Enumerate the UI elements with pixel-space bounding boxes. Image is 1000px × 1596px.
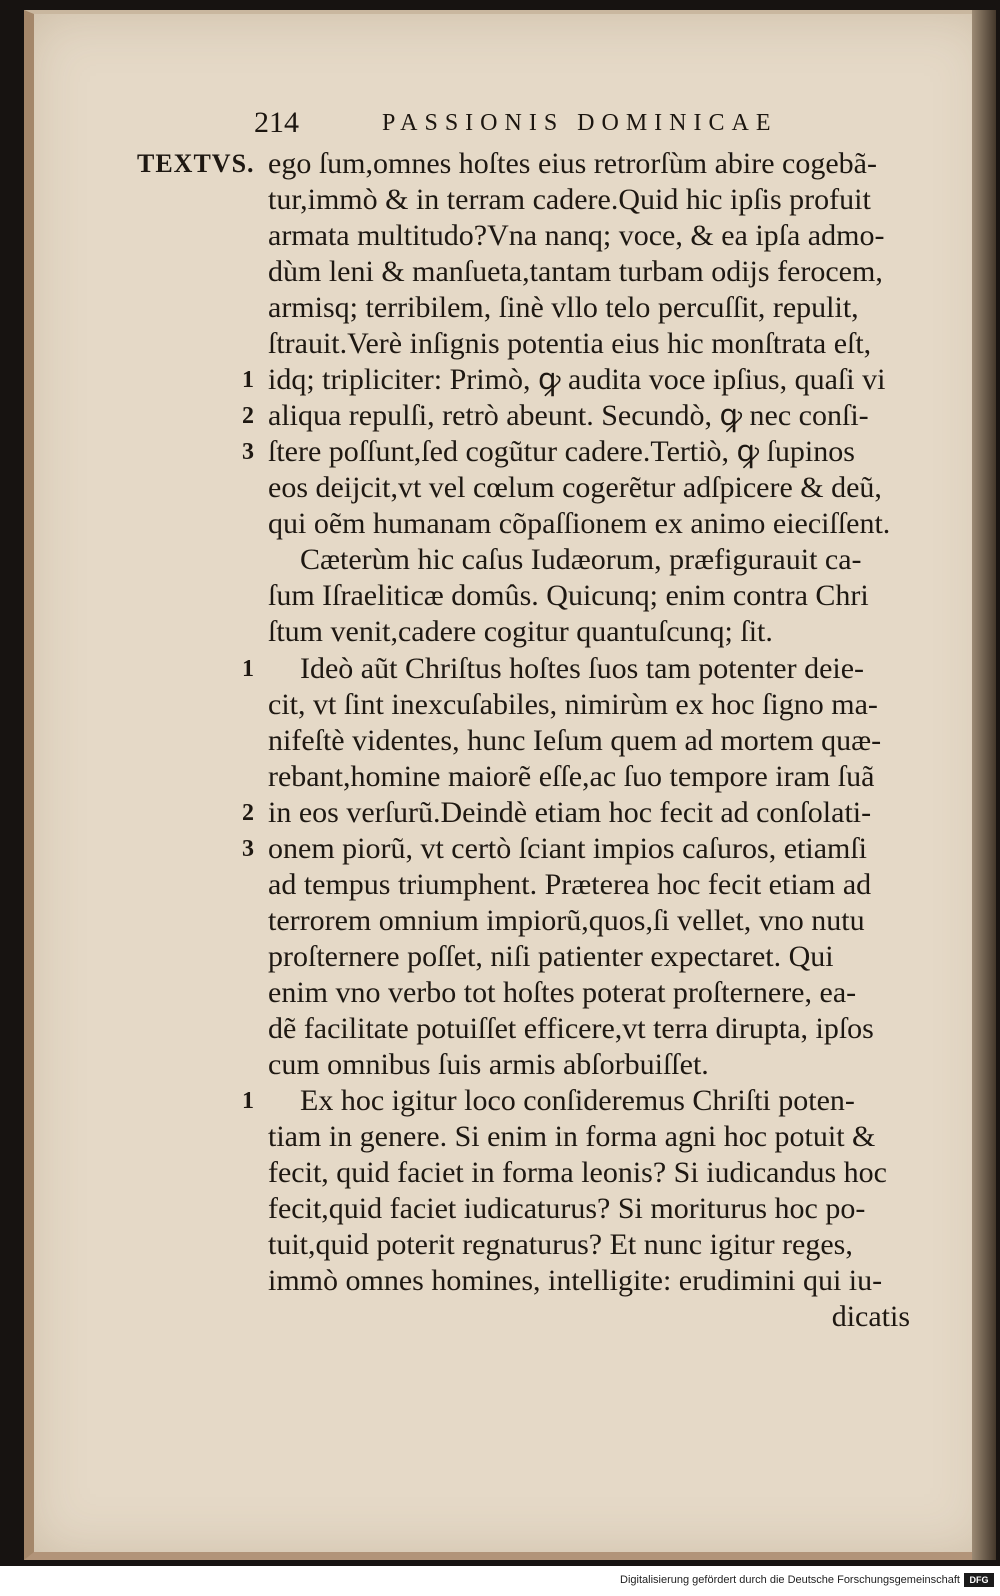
text-line: Cæterùm hic caſus Iudæorum, præfigurauit ca- [300, 543, 862, 576]
text-line: aliqua repulſi, retrò abeunt. Secundò, ꝙ nec conſi- [268, 399, 869, 432]
text-line: ſtum venit,cadere cogitur quantuſcunq; ſit. [268, 615, 773, 648]
margin-note-textus: TEXTVS. [137, 149, 255, 178]
margin-number: 2 [242, 800, 254, 826]
text-line: cit, vt ſint inexcuſabiles, nimirùm ex hoc ſigno ma- [268, 688, 878, 721]
margin-number: 1 [242, 1088, 254, 1114]
text-line: cum omnibus ſuis armis abſorbuiſſet. [268, 1048, 709, 1081]
text-body [24, 146, 996, 1333]
text-line: ad tempus triumphent. Præterea hoc fecit etiam ad [268, 868, 872, 901]
text-line: in eos verſurũ.Deindè etiam hoc fecit ad conſolati- [268, 796, 872, 829]
page-number: 214 [254, 106, 299, 139]
text-line: proſternere poſſet, niſi patienter expectaret. Qui [268, 940, 834, 973]
running-head: PASSIONIS DOMINICAE [382, 110, 778, 136]
text-line: ego ſum,omnes hoſtes eius retrorſùm abire cogebã- [268, 147, 877, 180]
text-line: tiam in genere. Si enim in forma agni hoc potuit & [268, 1120, 876, 1153]
catchword: dicatis [831, 1300, 910, 1333]
text-line: eos deijcit,vt vel cœlum cogerẽtur adſpicere & deũ, [268, 471, 882, 504]
text-line: nifeſtè videntes, hunc Ieſum quem ad mortem quæ- [268, 724, 882, 757]
text-line: ſum Iſraeliticæ domûs. Quicunq; enim contra Chri [268, 579, 869, 612]
text-line: enim vno verbo tot hoſtes poterat proſternere, ea- [268, 976, 857, 1009]
text-line: ſtere poſſunt,ſed cogũtur cadere.Tertiò, ꝙ ſupinos [268, 435, 855, 468]
margin-number: 2 [242, 403, 254, 429]
margin-number: 1 [242, 656, 254, 682]
text-line: tur,immò & in terram cadere.Quid hic ipſis profuit [268, 183, 871, 216]
page-header [254, 106, 814, 142]
text-line: terrorem omnium impiorũ,quos,ſi vellet, vno nutu [268, 904, 865, 937]
text-line: ſtrauit.Verè inſignis potentia eius hic monſtrata eſt, [268, 327, 872, 360]
text-line: onem piorũ, vt certò ſciant impios caſuros, etiamſi [268, 832, 868, 865]
text-line: Ex hoc igitur loco conſideremus Chriſti poten- [300, 1084, 855, 1117]
dfg-logo: DFG [964, 1573, 994, 1587]
text-line: tuit,quid poterit regnaturus? Et nunc igitur reges, [268, 1228, 853, 1261]
text-line: immò omnes homines, intelligite: erudimini qui iu- [268, 1264, 883, 1297]
text-line: rebant,homine maiorẽ eſſe,ac ſuo tempore iram ſuã [268, 760, 875, 793]
text-line: armata multitudo?Vna nanq; voce, & ea ipſa admo- [268, 219, 885, 252]
margin-number: 3 [242, 836, 254, 862]
text-line: armisq; terribilem, ſinè vllo telo percuſſit, repulit, [268, 291, 859, 324]
margin-number: 1 [242, 367, 254, 393]
text-line: dẽ facilitate potuiſſet efficere,vt terra dirupta, ipſos [268, 1012, 874, 1045]
digitization-credit: Digitalisierung gefördert durch die Deutsche Forschungsgemeinschaft [620, 1574, 960, 1586]
book-page [24, 10, 996, 1560]
text-line: fecit, quid faciet in forma leonis? Si iudicandus hoc [268, 1156, 887, 1189]
text-line: qui oẽm humanam cõpaſſionem ex animo eieciſſent. [268, 507, 891, 540]
margin-number: 3 [242, 439, 254, 465]
text-line: Ideò aũt Chriſtus hoſtes ſuos tam potenter deie- [300, 652, 865, 685]
text-line: dùm leni & manſueta,tantam turbam odijs ferocem, [268, 255, 883, 288]
text-line: fecit,quid faciet iudicaturus? Si moriturus hoc po- [268, 1192, 866, 1225]
text-line: idq; tripliciter: Primò, ꝙ audita voce ipſius, quaſi vi [268, 363, 886, 396]
